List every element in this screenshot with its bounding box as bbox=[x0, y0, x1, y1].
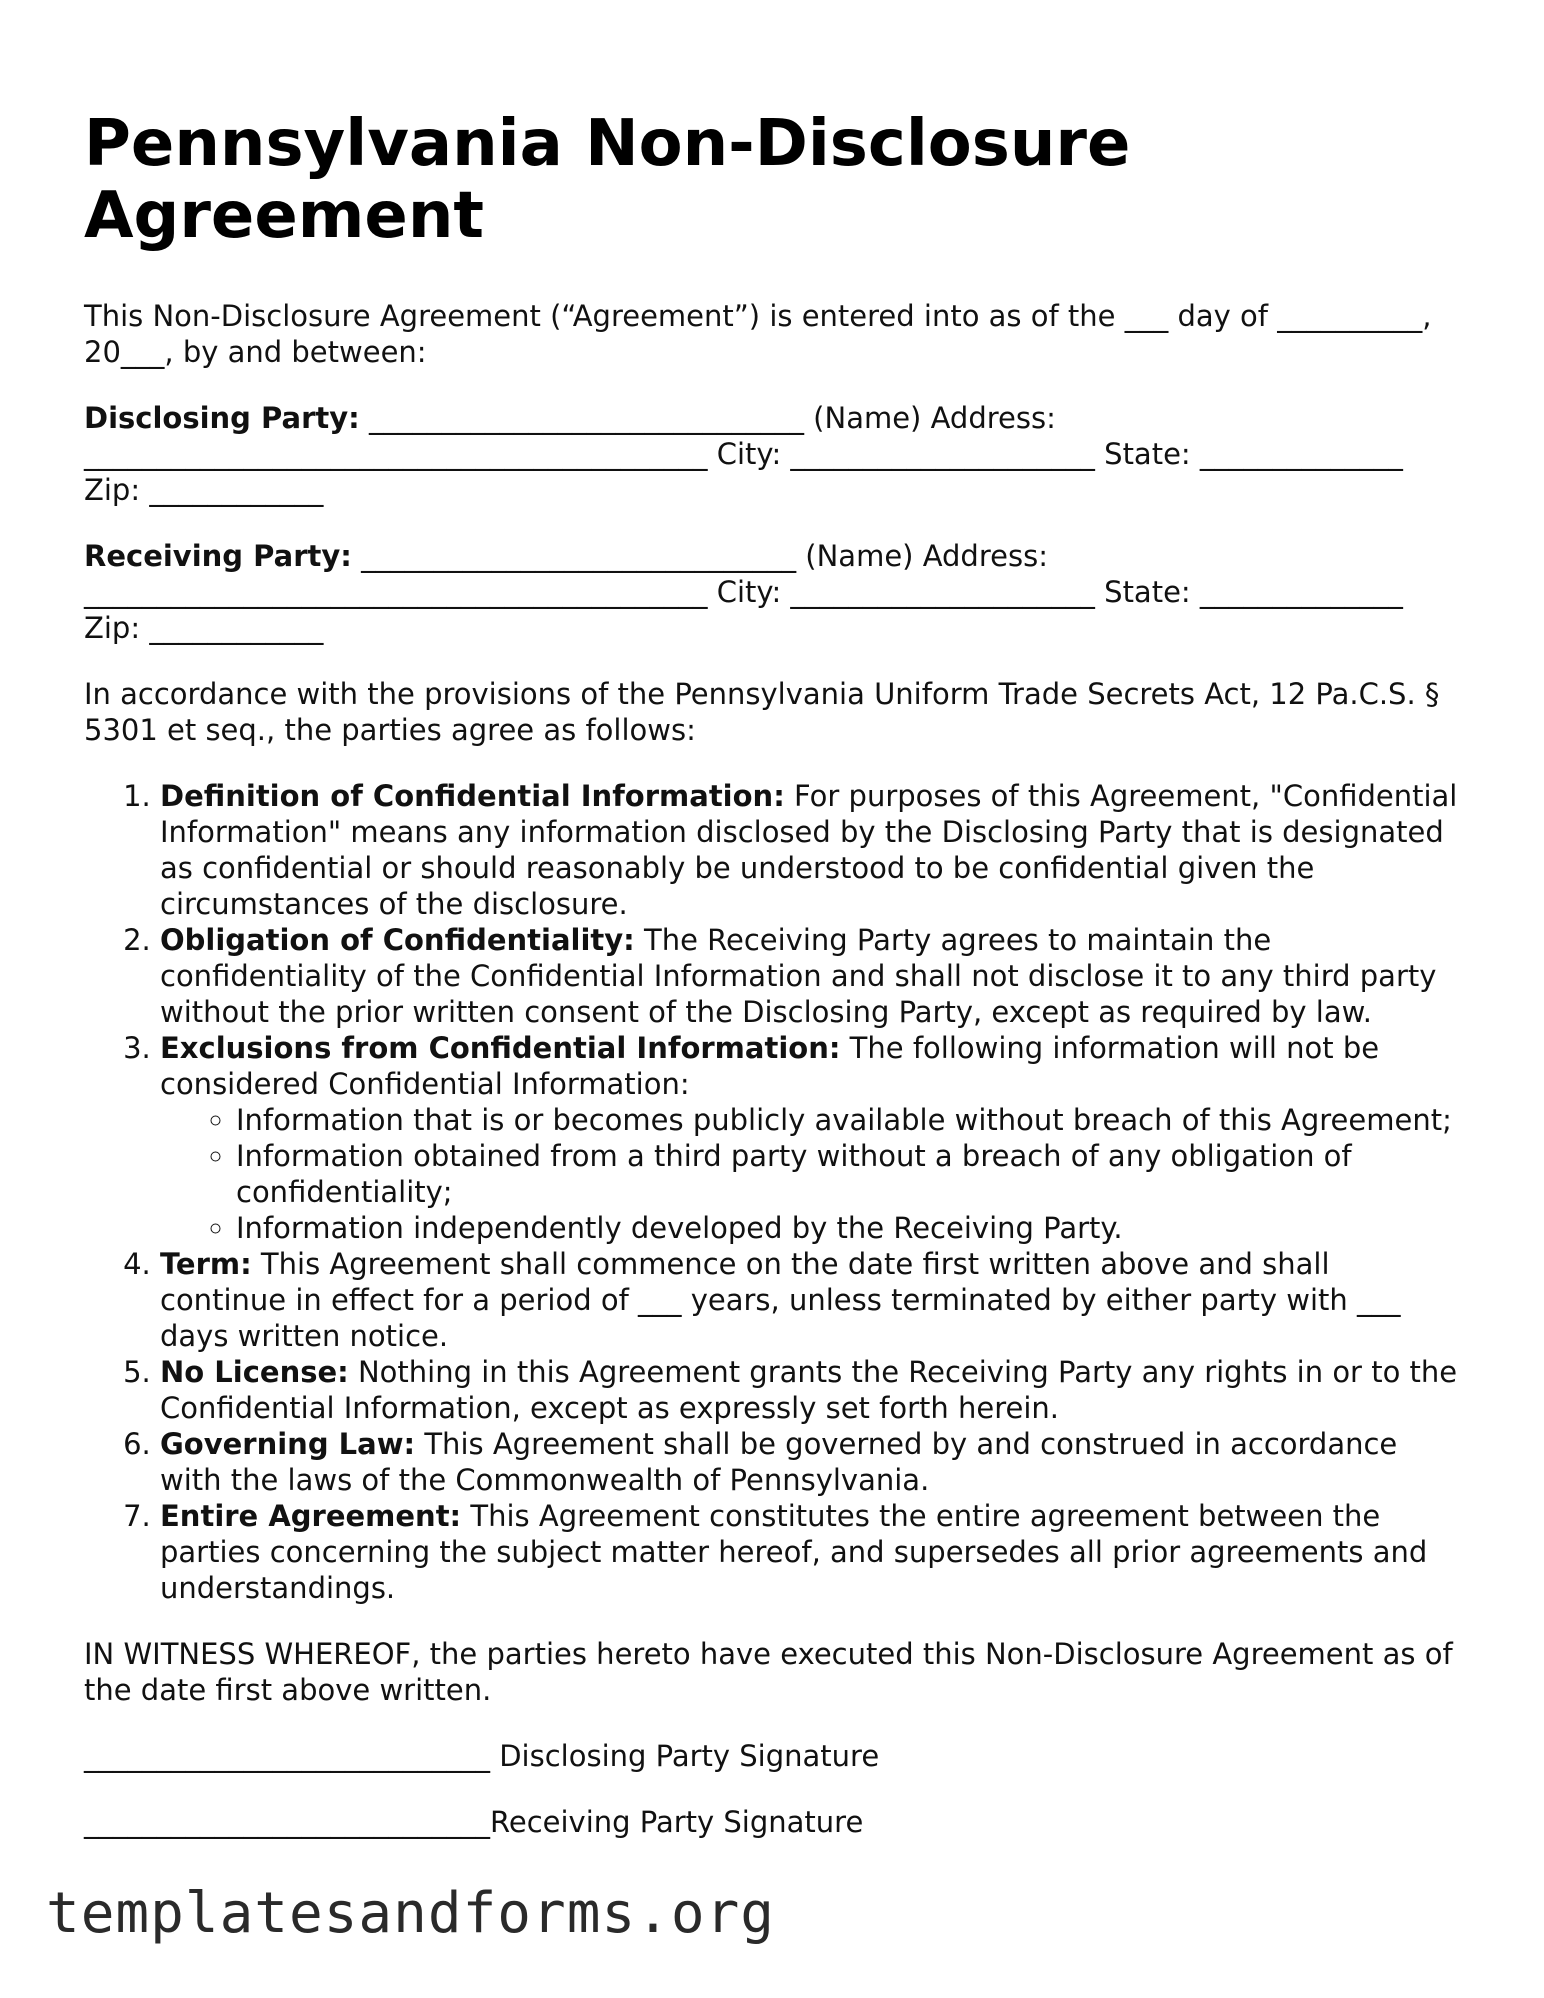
exclusion-list bbox=[160, 1102, 1464, 1246]
clause-title: Term: bbox=[160, 1247, 252, 1281]
clause-text: Nothing in this Agreement grants the Receiving Party any rights in or to the Confidential Information, except as expressly set forth herein. bbox=[160, 1355, 1458, 1425]
clause-item bbox=[160, 1426, 1464, 1498]
disclosing-signature-line: ____________________________ Disclosing Party Signature bbox=[84, 1739, 880, 1773]
clause-title: Exclusions from Confidential Information: bbox=[160, 1031, 841, 1065]
clause-title: Obligation of Confidentiality: bbox=[160, 923, 635, 957]
document-page bbox=[84, 108, 1464, 1870]
intro-paragraph: This Non-Disclosure Agreement (“Agreement”) is entered into as of the ___ day of __________, 20___, by and between: bbox=[84, 299, 1432, 369]
clause-title: Entire Agreement: bbox=[160, 1499, 462, 1533]
clause-item bbox=[160, 1354, 1464, 1426]
clause-item bbox=[160, 922, 1464, 1030]
receiving-party-label: Receiving Party: bbox=[84, 539, 352, 573]
clause-title: Definition of Confidential Information: bbox=[160, 779, 785, 813]
disclosing-party-fields: ______________________________ (Name) Address: ___________________________________________ City: _____________________ State: ______________ Zip: ____________ bbox=[84, 401, 1403, 507]
clause-item bbox=[160, 1246, 1464, 1354]
exclusion-item: ◦ Information that is or becomes publicly available without breach of this Agreement; bbox=[236, 1102, 1464, 1138]
clause-text: The following information will not be considered Confidential Information: bbox=[160, 1031, 1380, 1101]
clause-text: This Agreement constitutes the entire agreement between the parties concerning the subject matter hereof, and supersedes all prior agreements and understandings. bbox=[160, 1499, 1428, 1605]
receiving-party-fields: ______________________________ (Name) Address: ___________________________________________ City: _____________________ State: ______________ Zip: ____________ bbox=[84, 539, 1403, 645]
clause-item bbox=[160, 778, 1464, 922]
clause-text: The Receiving Party agrees to maintain the confidentiality of the Confidential Information and shall not disclose it to any third party without the prior written consent of the Disclosing Party, except as required by law. bbox=[160, 923, 1437, 1029]
clause-list bbox=[84, 778, 1464, 1606]
receiving-signature-line: ____________________________Receiving Party Signature bbox=[84, 1805, 864, 1839]
clause-text: For purposes of this Agreement, "Confidential Information" means any information disclosed by the Disclosing Party that is designated as confidential or should reasonably be understood to be confidential given the circumstances of the disclosure. bbox=[160, 779, 1458, 921]
disclosing-party-label: Disclosing Party: bbox=[84, 401, 360, 435]
clause-title: No License: bbox=[160, 1355, 349, 1389]
disclosing-party-block bbox=[84, 400, 1464, 508]
clause-text: This Agreement shall be governed by and construed in accordance with the laws of the Commonwealth of Pennsylvania. bbox=[160, 1427, 1398, 1497]
clause-item bbox=[160, 1030, 1464, 1246]
clause-title: Governing Law: bbox=[160, 1427, 416, 1461]
document-title: Pennsylvania Non-Disclosure Agreement bbox=[84, 107, 1131, 253]
exclusion-item: ◦ Information independently developed by the Receiving Party. bbox=[236, 1210, 1464, 1246]
accordance-paragraph: In accordance with the provisions of the Pennsylvania Uniform Trade Secrets Act, 12 Pa.C.S. § 5301 et seq., the parties agree as follows: bbox=[84, 677, 1440, 747]
clause-text: This Agreement shall commence on the date first written above and shall continue in effect for a period of ___ years, unless terminated by either party with ___ days written notice. bbox=[160, 1247, 1401, 1353]
watermark: templatesandforms.org bbox=[46, 1881, 776, 1946]
witness-paragraph: IN WITNESS WHEREOF, the parties hereto have executed this Non-Disclosure Agreement as of the date first above written. bbox=[84, 1637, 1453, 1707]
exclusion-item: ◦ Information obtained from a third party without a breach of any obligation of confidentiality; bbox=[236, 1138, 1464, 1210]
receiving-party-block bbox=[84, 538, 1464, 646]
clause-item bbox=[160, 1498, 1464, 1606]
